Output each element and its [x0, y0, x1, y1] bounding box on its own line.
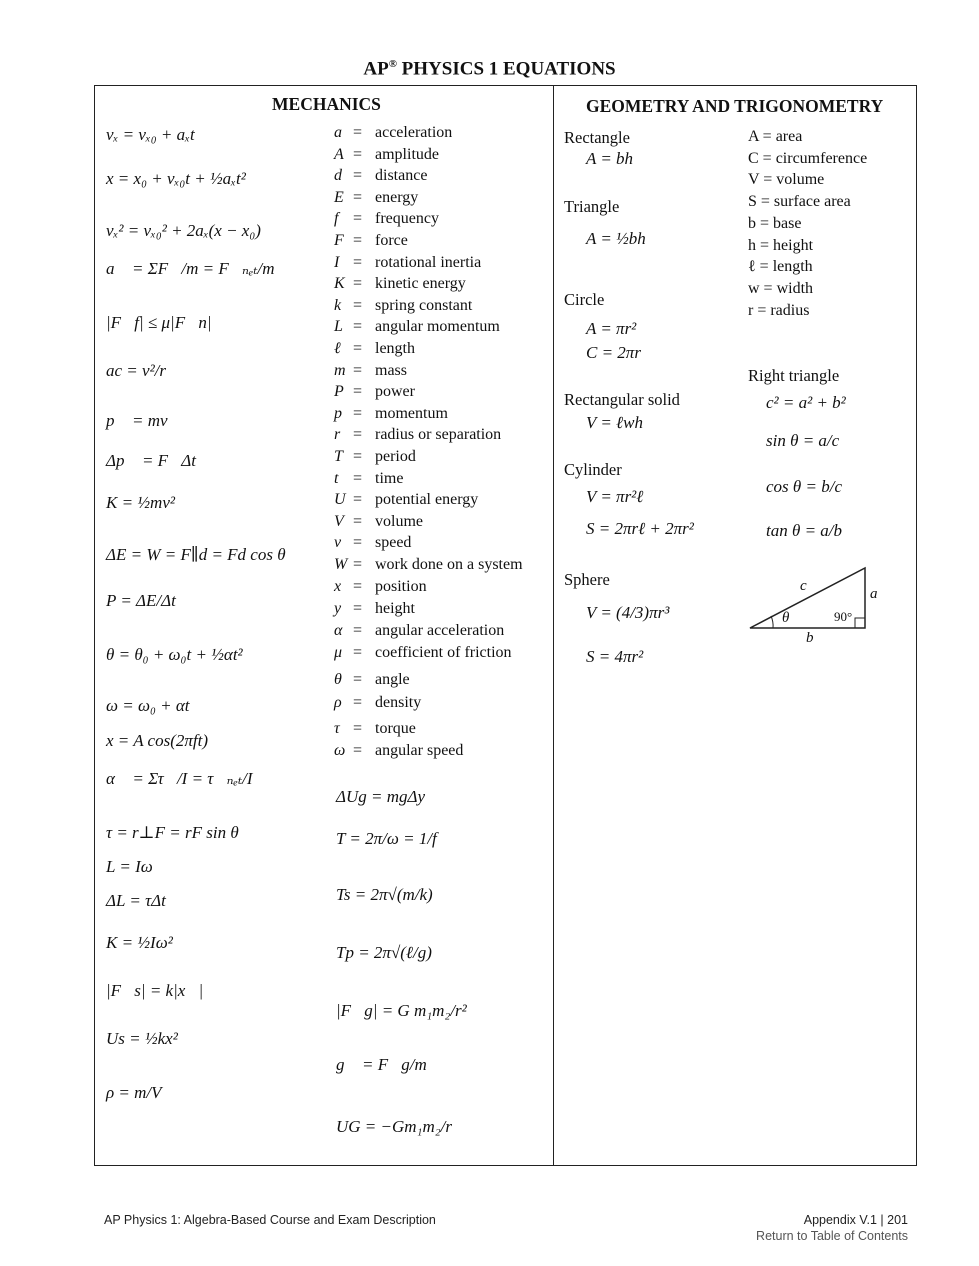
symbol-equals: =	[353, 720, 363, 737]
symbol-definition: volume	[375, 512, 423, 530]
symbol-equals: =	[353, 124, 363, 141]
symbol-equals: =	[353, 210, 363, 228]
symbol-equals: =	[353, 318, 363, 336]
symbol-definition: spring constant	[375, 296, 473, 314]
symbol-definition: rotational inertia	[375, 253, 482, 271]
geometry-definition: b = base	[748, 214, 802, 232]
symbol-letter: μ	[334, 644, 343, 661]
geometry-definition: A = area	[748, 128, 803, 145]
mechanics-equation: Tp = 2π√(ℓ/g)	[336, 943, 432, 962]
mechanics-equation: τ = r⊥F = rF sin θ	[106, 823, 239, 842]
symbol-letter: E	[334, 188, 344, 206]
symbol-equals: =	[353, 469, 363, 487]
symbol-definition: angular momentum	[375, 318, 500, 336]
mechanics-header: MECHANICS	[272, 94, 381, 114]
geometry-definition: V = volume	[748, 171, 825, 189]
symbol-definition: kinetic energy	[375, 275, 466, 293]
shape-formula: S = 4πr²	[586, 647, 644, 666]
symbol-equals: =	[353, 275, 363, 293]
trig-formula: tan θ = a/b	[766, 521, 843, 540]
trig-formula: sin θ = a/c	[766, 431, 840, 450]
mechanics-equation: K = ½mv²	[106, 493, 175, 512]
mechanics-equation: Us = ½kx²	[106, 1029, 178, 1048]
mechanics-equation: ΔUg = mgΔy	[336, 787, 426, 806]
geometry-definition: C = circumference	[748, 149, 868, 167]
trig-formula: cos θ = b/c	[766, 477, 843, 496]
shape-name: Rectangular solid	[564, 390, 680, 409]
shape-formula: C = 2πr	[586, 343, 641, 362]
symbol-equals: =	[353, 622, 363, 639]
mechanics-equation: vₓ² = vₓ₀² + 2aₓ(x − x₀)	[106, 221, 261, 240]
symbol-letter: ρ	[334, 694, 342, 711]
symbol-equals: =	[353, 253, 363, 271]
symbol-equals: =	[353, 340, 363, 357]
symbol-letter: m	[334, 361, 346, 379]
shape-formula: A = bh	[586, 149, 634, 168]
symbol-letter: α	[334, 622, 343, 639]
symbol-letter: U	[334, 491, 346, 509]
angle-arc	[771, 616, 773, 628]
geometry-definition: ℓ = length	[748, 258, 813, 276]
symbol-definition: torque	[375, 720, 416, 737]
symbol-equals: =	[353, 742, 363, 759]
symbol-equals: =	[353, 145, 363, 163]
symbol-letter: P	[334, 383, 344, 401]
symbol-definition: momentum	[375, 404, 448, 422]
mechanics-equation: |F⃗g| = G m₁m₂/r²	[336, 1001, 467, 1020]
symbol-definition: amplitude	[375, 145, 439, 163]
symbol-equals: =	[353, 167, 363, 185]
footer-page-number: Appendix V.1 | 201	[803, 1213, 908, 1227]
symbol-letter: τ	[334, 720, 340, 737]
mechanics-equation: ω = ω₀ + αt	[106, 696, 190, 715]
symbol-equals: =	[353, 404, 363, 422]
symbol-letter: θ	[334, 671, 342, 688]
symbol-equals: =	[353, 578, 363, 595]
symbol-letter: v	[334, 534, 342, 552]
symbol-letter: ℓ	[334, 340, 341, 357]
symbol-definition: work done on a system	[375, 556, 523, 573]
symbol-definition: mass	[375, 361, 407, 379]
mechanics-equation: ΔE = W = F∥d = Fd cos θ	[106, 545, 286, 564]
mechanics-equation: Ts = 2π√(m/k)	[336, 885, 433, 904]
side-a-label: a	[870, 586, 878, 602]
symbol-letter: y	[334, 600, 342, 617]
shape-name: Cylinder	[564, 460, 622, 479]
symbol-definition: density	[375, 694, 422, 711]
symbol-letter: d	[334, 167, 342, 185]
symbol-definition: speed	[375, 534, 412, 552]
symbol-letter: t	[334, 469, 339, 487]
symbol-equals: =	[353, 600, 363, 617]
symbol-letter: a	[334, 124, 342, 141]
symbol-definition: acceleration	[375, 124, 453, 141]
mechanics-equation: x = x₀ + vₓ₀t + ½aₓt²	[106, 169, 246, 188]
symbol-equals: =	[353, 512, 363, 530]
symbol-letter: T	[334, 448, 343, 465]
mechanics-equation: α⃗ = Στ⃗/I = τ⃗ₙₑₜ/I	[106, 769, 253, 788]
shape-formula: A = πr²	[586, 319, 637, 338]
symbol-definition: force	[375, 232, 408, 249]
toc-link[interactable]: Return to Table of Contents	[756, 1229, 908, 1243]
mechanics-equation: ΔL = τΔt	[106, 891, 166, 910]
mechanics-equation: K = ½Iω²	[106, 933, 173, 952]
shape-formula: V = πr²ℓ	[586, 487, 644, 506]
geometry-definition: S = surface area	[748, 193, 851, 211]
mechanics-equation: p⃗ = mv⃗	[106, 411, 181, 430]
geometry-definition: w = width	[748, 279, 814, 297]
shape-name: Triangle	[564, 197, 620, 216]
geometry-definition: r = radius	[748, 301, 810, 319]
symbol-equals: =	[353, 644, 363, 661]
shape-name: Rectangle	[564, 128, 630, 147]
right-angle-marker	[855, 618, 865, 628]
column-divider	[553, 85, 554, 1166]
symbol-letter: V	[334, 512, 344, 530]
symbol-equals: =	[353, 426, 363, 444]
symbol-letter: I	[334, 253, 340, 271]
side-b-label: b	[806, 630, 814, 646]
shape-formula: V = (4/3)πr³	[586, 603, 670, 622]
symbol-letter: L	[334, 318, 343, 336]
symbol-equals: =	[353, 534, 363, 552]
mechanics-equation: L = Iω	[106, 857, 153, 876]
symbol-equals: =	[353, 694, 363, 711]
symbol-definition: energy	[375, 188, 419, 206]
symbol-equals: =	[353, 188, 363, 206]
mechanics-equation: ac = v²/r	[106, 361, 166, 380]
symbol-equals: =	[353, 361, 363, 379]
symbol-definition: length	[375, 340, 415, 357]
symbol-letter: p	[334, 404, 342, 422]
mechanics-equation: Δp⃗ = F⃗Δt	[106, 451, 196, 470]
mechanics-equation: P = ΔE/Δt	[106, 591, 176, 610]
side-c-label: c	[800, 578, 807, 594]
symbol-letter: x	[334, 578, 342, 595]
mechanics-equation: |F⃗f| ≤ μ|F⃗n|	[106, 313, 212, 332]
mechanics-equation: UG = −Gm₁m₂/r	[336, 1117, 452, 1136]
shape-formula: A = ½bh	[586, 229, 646, 248]
mechanics-equation: ρ = m/V	[106, 1083, 162, 1102]
mechanics-equation: |F⃗s| = k|x⃗|	[106, 981, 204, 1000]
symbol-equals: =	[353, 491, 363, 509]
symbol-letter: F	[334, 232, 344, 249]
symbol-equals: =	[353, 296, 363, 314]
symbol-definition: height	[375, 600, 415, 617]
mechanics-equation: g⃗ = F⃗g/m	[336, 1055, 427, 1074]
mechanics-equation: x = A cos(2πft)	[106, 731, 208, 750]
symbol-equals: =	[353, 448, 363, 465]
symbol-equals: =	[353, 383, 363, 401]
symbol-definition: time	[375, 469, 404, 487]
symbol-definition: distance	[375, 167, 428, 185]
symbol-definition: potential energy	[375, 491, 479, 509]
symbol-definition: radius or separation	[375, 426, 502, 444]
geometry-header: GEOMETRY AND TRIGONOMETRY	[586, 96, 884, 116]
symbol-letter: ω	[334, 742, 346, 759]
geometry-definition: h = height	[748, 236, 814, 254]
right-angle-label: 90°	[834, 609, 853, 624]
symbol-definition: angle	[375, 671, 410, 688]
symbol-equals: =	[353, 232, 363, 249]
symbol-letter: k	[334, 296, 342, 314]
symbol-definition: period	[375, 448, 416, 465]
right-triangle-label: Right triangle	[748, 366, 840, 385]
symbol-equals: =	[353, 671, 363, 688]
footer-course-title: AP Physics 1: Algebra-Based Course and Exam Description	[104, 1213, 436, 1227]
angle-theta-label: θ	[782, 610, 790, 626]
mechanics-equation: vₓ = vₓ₀ + aₓt	[106, 125, 195, 144]
right-triangle-diagram	[745, 560, 885, 650]
page-title: AP® PHYSICS 1 EQUATIONS	[363, 58, 616, 80]
mechanics-equation: T = 2π/ω = 1/f	[336, 829, 437, 848]
symbol-equals: =	[353, 556, 363, 573]
symbol-letter: f	[334, 210, 339, 228]
symbol-definition: frequency	[375, 210, 439, 228]
mechanics-equation: θ = θ₀ + ω₀t + ½αt²	[106, 645, 243, 664]
symbol-definition: angular acceleration	[375, 622, 505, 639]
symbol-letter: r	[334, 426, 341, 444]
mechanics-equation: a⃗ = ΣF⃗/m = F⃗ₙₑₜ/m	[106, 259, 275, 278]
symbol-letter: W	[334, 556, 348, 573]
symbol-letter: A	[334, 145, 344, 163]
shape-name: Circle	[564, 290, 605, 309]
shape-name: Sphere	[564, 570, 610, 589]
symbol-definition: angular speed	[375, 742, 464, 759]
symbol-definition: power	[375, 383, 415, 401]
shape-formula: S = 2πrℓ + 2πr²	[586, 519, 694, 538]
symbol-definition: position	[375, 578, 427, 595]
trig-formula: c² = a² + b²	[766, 393, 846, 412]
symbol-letter: K	[334, 275, 345, 293]
shape-formula: V = ℓwh	[586, 413, 643, 432]
symbol-definition: coefficient of friction	[375, 644, 512, 661]
